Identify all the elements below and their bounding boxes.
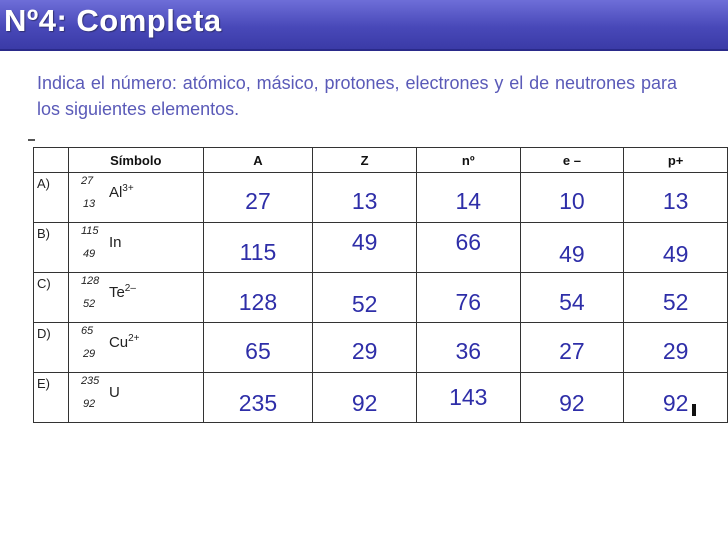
cell-n	[416, 373, 520, 423]
answer-value: 49	[351, 229, 378, 255]
answer-value: 65	[245, 338, 271, 364]
answer-value: 49	[662, 241, 689, 267]
mass-number: 128	[80, 275, 100, 287]
page-title: Nº4: Completa	[4, 3, 222, 38]
cell-n	[416, 173, 520, 223]
answer-value: 235	[238, 390, 278, 416]
answer-value: 52	[351, 291, 378, 317]
answer-value: 92	[662, 390, 689, 416]
cell-p	[624, 173, 728, 223]
table-row	[34, 273, 728, 323]
cell-n	[416, 273, 520, 323]
answer-value: 13	[662, 188, 689, 214]
symbol-text: In	[108, 234, 122, 251]
answer-value: 13	[351, 188, 378, 214]
answer-value: 29	[351, 338, 378, 364]
cell-Z	[313, 273, 417, 323]
cell-A	[203, 323, 313, 373]
element-symbol-cell	[68, 173, 203, 223]
symbol-text: U	[108, 384, 120, 401]
table-header-row	[34, 148, 728, 173]
answer-value: 27	[559, 338, 585, 364]
header-cell-atomic-number: Z	[313, 148, 417, 173]
row-label: C)	[34, 273, 69, 323]
cell-Z	[313, 323, 417, 373]
instructions-text: Indica el número: atómico, másico, protones, electrones y el de neutrones para los siguientes elementos.	[37, 73, 677, 119]
table-row	[34, 323, 728, 373]
answer-value: 29	[662, 338, 689, 364]
mass-number: 65	[80, 325, 94, 337]
answer-value: 92	[351, 390, 378, 416]
cell-A	[203, 273, 313, 323]
answer-value: 115	[239, 239, 277, 265]
answer-value: 10	[559, 188, 585, 214]
answer-value: 54	[559, 289, 585, 315]
answer-value: 76	[455, 289, 482, 315]
row-label: B)	[34, 223, 69, 273]
cell-Z	[313, 373, 417, 423]
mass-number: 235	[80, 375, 100, 387]
header-cell-protons: p+	[624, 148, 728, 173]
cell-p	[624, 223, 728, 273]
cell-n	[416, 223, 520, 273]
atomic-number: 92	[82, 398, 96, 410]
answer-value: 66	[455, 229, 482, 255]
element-symbol	[109, 183, 134, 201]
cell-e	[520, 323, 624, 373]
mass-number: 115	[80, 225, 99, 237]
ion-charge: 3+	[122, 183, 134, 194]
element-symbol-cell	[68, 223, 203, 273]
header-cell-label	[34, 148, 69, 173]
mass-number: 27	[80, 175, 94, 187]
answer-value: 128	[238, 289, 278, 315]
cell-e	[520, 273, 624, 323]
element-symbol-cell	[68, 373, 203, 423]
ion-charge: 2–	[124, 283, 136, 294]
cell-e	[520, 173, 624, 223]
cell-p	[624, 373, 728, 423]
header-cell-electrons: e –	[520, 148, 624, 173]
element-symbol-cell	[68, 323, 203, 373]
stray-mark	[28, 139, 35, 141]
cell-A	[203, 173, 313, 223]
answer-value: 52	[662, 289, 689, 315]
symbol-text: Al	[108, 184, 123, 201]
table-row	[34, 173, 728, 223]
cell-e	[520, 373, 624, 423]
answer-value: 36	[455, 338, 482, 364]
header-cell-symbol: Símbolo	[68, 148, 203, 173]
table-row	[34, 223, 728, 273]
table-row	[34, 373, 728, 423]
cell-p	[624, 323, 728, 373]
cell-A	[203, 223, 313, 273]
header-cell-neutrons: nº	[416, 148, 520, 173]
answer-value: 92	[559, 390, 585, 416]
cell-p	[624, 273, 728, 323]
atomic-number: 52	[82, 298, 96, 310]
row-label: D)	[34, 323, 69, 373]
element-symbol-cell	[68, 273, 203, 323]
title-underline	[0, 49, 728, 51]
element-symbol	[109, 233, 122, 251]
elements-table	[33, 147, 728, 423]
answer-value: 49	[559, 241, 585, 267]
answer-value: 14	[455, 188, 482, 214]
cell-n	[416, 323, 520, 373]
symbol-text: Te	[108, 284, 125, 301]
cell-Z	[313, 223, 417, 273]
cell-e	[520, 223, 624, 273]
answer-value: 143	[449, 384, 488, 410]
cell-A	[203, 373, 313, 423]
element-symbol	[109, 383, 120, 401]
answer-value: 27	[245, 188, 271, 214]
element-symbol	[109, 283, 136, 301]
element-symbol	[109, 333, 140, 351]
header-cell-mass-number: A	[203, 148, 313, 173]
cell-Z	[313, 173, 417, 223]
symbol-text: Cu	[108, 334, 129, 351]
atomic-number: 49	[82, 248, 96, 260]
row-label: A)	[34, 173, 69, 223]
ion-charge: 2+	[128, 333, 140, 344]
atomic-number: 29	[82, 348, 96, 360]
row-label: E)	[34, 373, 69, 423]
title-bar	[0, 0, 728, 50]
atomic-number: 13	[82, 198, 96, 210]
